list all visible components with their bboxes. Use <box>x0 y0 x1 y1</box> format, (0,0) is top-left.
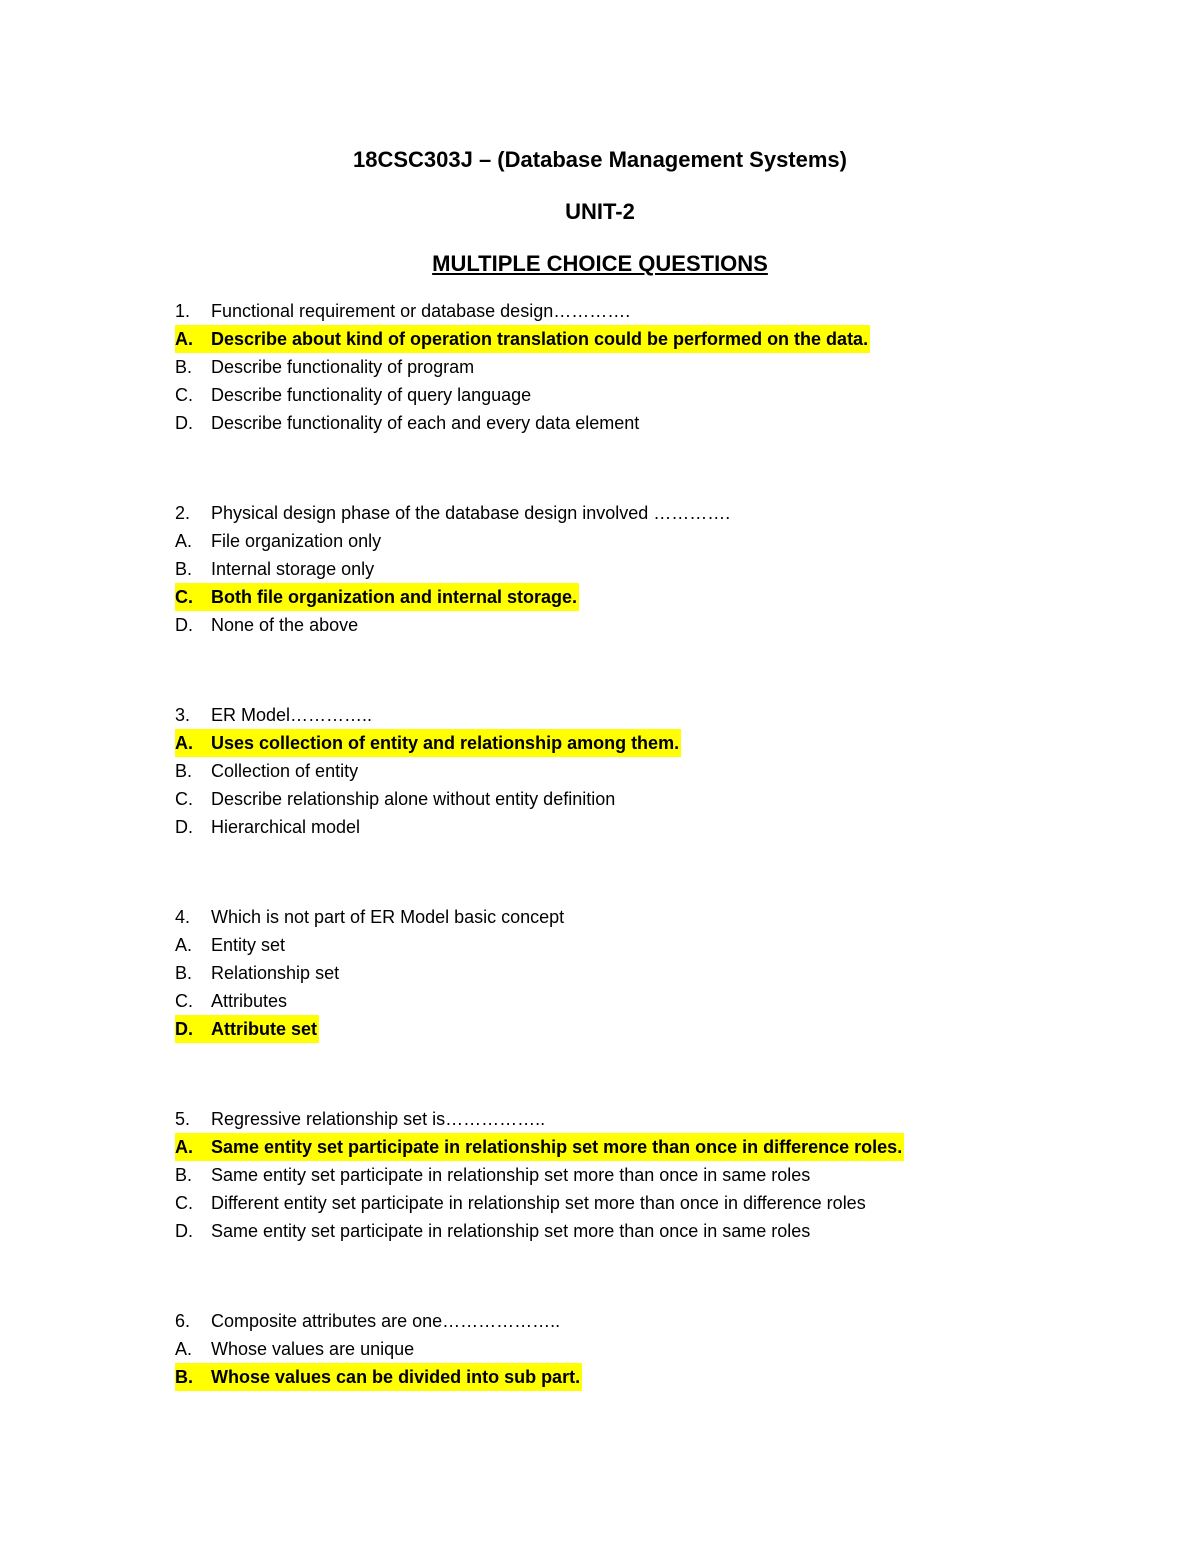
option-text: Describe functionality of query language <box>211 385 532 405</box>
option-b <box>175 757 1135 785</box>
option-d-correct <box>175 1015 319 1043</box>
option-text: Describe relationship alone without entity definition <box>211 789 616 809</box>
option-b <box>175 353 1135 381</box>
option-letter: D. <box>175 1019 193 1039</box>
option-letter: A. <box>175 733 193 753</box>
option-d <box>175 611 1135 639</box>
option-text: Whose values are unique <box>211 1339 415 1359</box>
option-letter: B. <box>175 1165 193 1185</box>
option-text: Relationship set <box>211 963 340 983</box>
question-text: Functional requirement or database design…………. <box>211 301 631 321</box>
option-a <box>175 1335 1135 1363</box>
option-c <box>175 381 1135 409</box>
question-number: 2. <box>175 503 191 523</box>
question-1 <box>175 297 1135 437</box>
option-a <box>175 931 1135 959</box>
question-stem <box>175 499 1135 527</box>
question-6 <box>175 1307 1135 1391</box>
option-c-correct <box>175 583 579 611</box>
option-letter: D. <box>175 1221 193 1241</box>
option-d <box>175 1217 1135 1245</box>
option-text: Different entity set participate in relationship set more than once in difference roles <box>211 1193 866 1213</box>
question-stem <box>175 1307 1135 1335</box>
option-text: Entity set <box>211 935 286 955</box>
option-a-correct <box>175 325 870 353</box>
option-letter: A. <box>175 1339 193 1359</box>
option-a-correct <box>175 729 681 757</box>
option-text: Describe functionality of program <box>211 357 475 377</box>
option-a <box>175 527 1135 555</box>
option-text: File organization only <box>211 531 382 551</box>
option-letter: B. <box>175 559 193 579</box>
question-stem <box>175 1105 1135 1133</box>
option-c <box>175 785 1135 813</box>
option-letter: A. <box>175 935 193 955</box>
option-c <box>175 987 1135 1015</box>
option-letter: D. <box>175 615 193 635</box>
option-text: Describe about kind of operation translation could be performed on the data. <box>211 329 869 349</box>
question-5 <box>175 1105 1135 1245</box>
option-d <box>175 409 1135 437</box>
option-b <box>175 1161 1135 1189</box>
option-b-correct <box>175 1363 582 1391</box>
option-a-correct <box>175 1133 904 1161</box>
option-text: Collection of entity <box>211 761 359 781</box>
question-text: ER Model………….. <box>211 705 373 725</box>
option-text: Same entity set participate in relationship set more than once in same roles <box>211 1165 811 1185</box>
option-text: Uses collection of entity and relationship among them. <box>211 733 680 753</box>
question-stem <box>175 701 1135 729</box>
option-letter: B. <box>175 1367 193 1387</box>
question-number: 3. <box>175 705 191 725</box>
option-letter: B. <box>175 761 193 781</box>
question-number: 5. <box>175 1109 191 1129</box>
section-heading: MULTIPLE CHOICE QUESTIONS <box>432 251 768 276</box>
option-letter: B. <box>175 357 193 377</box>
option-letter: C. <box>175 385 193 405</box>
option-letter: C. <box>175 1193 193 1213</box>
option-text: Attributes <box>211 991 288 1011</box>
option-letter: C. <box>175 991 193 1011</box>
option-letter: A. <box>175 1137 193 1157</box>
question-4 <box>175 903 1135 1043</box>
option-letter: D. <box>175 413 193 433</box>
option-text: Whose values can be divided into sub part. <box>211 1367 581 1387</box>
document-title: 18CSC303J – (Database Management Systems) <box>352 147 847 172</box>
option-letter: C. <box>175 789 193 809</box>
question-number: 4. <box>175 907 191 927</box>
option-letter: C. <box>175 587 193 607</box>
option-letter: B. <box>175 963 193 983</box>
unit-heading: UNIT-2 <box>565 199 635 224</box>
question-text: Composite attributes are one……………….. <box>211 1311 561 1331</box>
option-b <box>175 959 1135 987</box>
option-c <box>175 1189 1135 1217</box>
question-3 <box>175 701 1135 841</box>
option-text: Describe functionality of each and every data element <box>211 413 640 433</box>
question-2 <box>175 499 1135 639</box>
option-text: Hierarchical model <box>211 817 361 837</box>
question-stem <box>175 903 1135 931</box>
option-letter: A. <box>175 531 193 551</box>
question-stem <box>175 297 1135 325</box>
option-d <box>175 813 1135 841</box>
option-text: Same entity set participate in relationship set more than once in same roles <box>211 1221 811 1241</box>
option-letter: A. <box>175 329 193 349</box>
question-text: Regressive relationship set is…………….. <box>211 1109 546 1129</box>
option-text: Same entity set participate in relationship set more than once in difference roles. <box>211 1137 903 1157</box>
question-text: Which is not part of ER Model basic concept <box>211 907 565 927</box>
question-number: 1. <box>175 301 191 321</box>
question-text: Physical design phase of the database design involved …………. <box>211 503 731 523</box>
option-text: Both file organization and internal storage. <box>211 587 578 607</box>
option-text: Attribute set <box>211 1019 318 1039</box>
option-text: Internal storage only <box>211 559 375 579</box>
option-letter: D. <box>175 817 193 837</box>
question-number: 6. <box>175 1311 191 1331</box>
option-b <box>175 555 1135 583</box>
option-text: None of the above <box>211 615 359 635</box>
